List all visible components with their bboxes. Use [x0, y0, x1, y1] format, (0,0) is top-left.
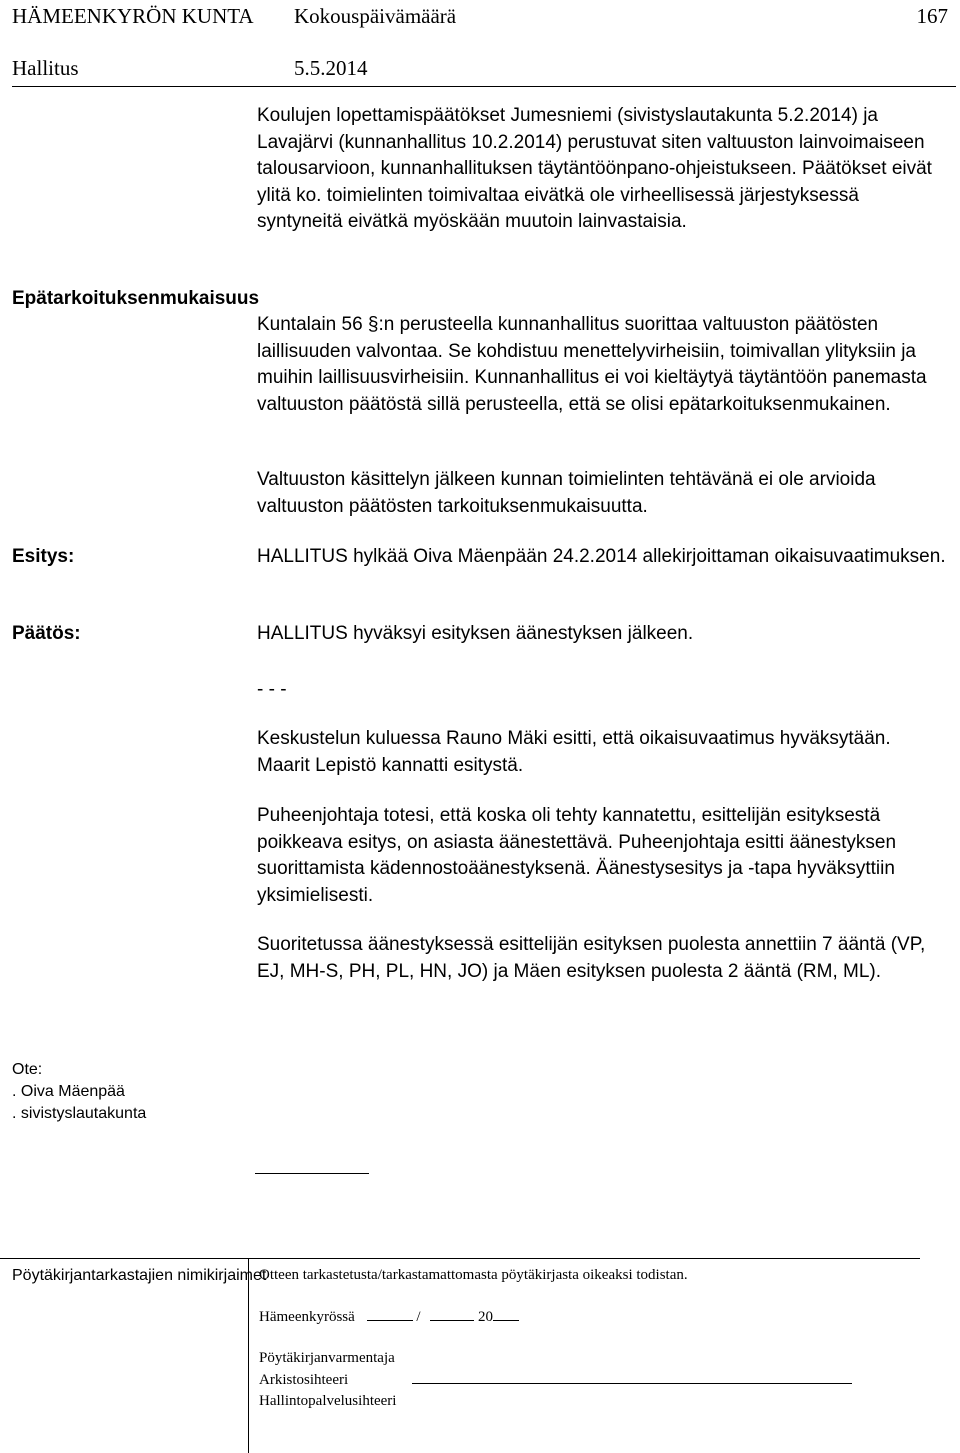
- section-paragraph-2: Valtuuston käsittelyn jälkeen kunnan toimielinten tehtävänä ei ole arvioida valtuuston päätösten tarkoituksenmukaisuutta.: [257, 469, 876, 517]
- proposal-text: HALLITUS hylkää Oiva Mäenpään 24.2.2014 allekirjoittaman oikaisuvaatimuksen.: [257, 546, 946, 567]
- certification-block: [259, 1265, 939, 1412]
- discussion-paragraph-1: Keskustelun kuluessa Rauno Mäki esitti, että oikaisuvaatimus hyväksytään. Maarit Lepistö kannatti esitystä.: [257, 728, 891, 776]
- municipality-name: HÄMEENKYRÖN KUNTA: [12, 4, 254, 28]
- role-2: Hallintopalvelusihteeri: [259, 1393, 397, 1409]
- section-heading: Epätarkoituksenmukaisuus: [12, 288, 260, 309]
- certification-text: Otteen tarkastetusta/tarkastamattomasta pöytäkirjasta oikeaksi todistan.: [259, 1267, 688, 1283]
- year-blank: [493, 1306, 519, 1321]
- intro-paragraph: Koulujen lopettamispäätökset Jumesniemi (sivistyslautakunta 5.2.2014) ja Lavajärvi (kunnanhallitus 10.2.2014) perustuvat siten valtuuston lainvoimaiseen talousarvioon, kunnanhallituksen täytäntöönpano-ohjeistukseen. Päätökset eivät ylitä ko. toimielinten toimivaltaa eivätkä ole virheellisessä järjestyksessä syntyneitä eivätkä myöskään muutoin lainvastaisia.: [257, 105, 932, 233]
- discussion-paragraph-3: Suoritetussa äänestyksessä esittelijän esityksen puolesta annettiin 7 ääntä (VP, EJ, MH-S, PH, PL, HN, JO) ja Mäen esityksen puolesta 2 ääntä (RM, ML).: [257, 934, 926, 982]
- header-divider: [12, 86, 956, 87]
- year-prefix: 20: [477, 1309, 493, 1325]
- page-header: [12, 4, 948, 32]
- organ-name: Hallitus: [12, 56, 79, 80]
- decision-text: HALLITUS hyväksyi esityksen äänestyksen jälkeen.: [257, 623, 694, 644]
- date-separator: /: [416, 1309, 421, 1325]
- extract-block: [12, 1059, 146, 1125]
- doc-type-label: Kokouspäivämäärä: [294, 4, 457, 28]
- signature-line: [255, 1173, 369, 1174]
- role-line-1: [259, 1369, 939, 1391]
- extract-recipient: . sivistyslautakunta: [12, 1105, 147, 1122]
- meeting-date: 5.5.2014: [294, 56, 368, 80]
- signature-blank: [412, 1369, 852, 1384]
- footer-top-rule: [0, 1258, 920, 1259]
- separator: - - -: [257, 679, 287, 700]
- footer-box: [0, 1258, 960, 1453]
- place-name: Hämeenkyrössä: [259, 1309, 355, 1325]
- proposal-label: Esitys:: [12, 546, 75, 567]
- day-blank: [367, 1306, 413, 1321]
- month-blank: [430, 1306, 474, 1321]
- extract-label: Ote:: [12, 1061, 43, 1078]
- reviewers-initials-label: Pöytäkirjantarkastajien nimikirjaimet: [12, 1267, 267, 1284]
- role-1: Arkistosihteeri: [259, 1372, 349, 1388]
- page-number: 167: [916, 4, 948, 28]
- section-paragraph-1: Kuntalain 56 §:n perusteella kunnanhallitus suorittaa valtuuston päätösten laillisuuden valvontaa. Se kohdistuu menettelyvirheisiin, toimivallan ylityksiin ja muihin laillisuusvirheisiin. Kunnanhallitus ei voi kieltäytyä täytäntöön panemasta valtuuston päätöstä sillä perusteella, että se olisi epätarkoituksenmukainen.: [257, 314, 927, 415]
- extract-recipient: . Oiva Mäenpää: [12, 1083, 125, 1100]
- decision-label: Päätös:: [12, 623, 81, 644]
- place-date-line: [259, 1306, 939, 1328]
- discussion-paragraph-2: Puheenjohtaja totesi, että koska oli tehty kannatettu, esittelijän esityksestä poikkeava esitys, on asiasta äänestettävä. Puheenjohtaja esitti äänestyksen suorittamista kädennostoäänestyksenä. Äänestysesitys ja -tapa hyväksyttiin yksimielisesti.: [257, 805, 897, 906]
- footer-column-divider: [248, 1258, 249, 1453]
- verifier-title: Pöytäkirjanvarmentaja: [259, 1350, 395, 1366]
- page-subheader: [12, 56, 948, 84]
